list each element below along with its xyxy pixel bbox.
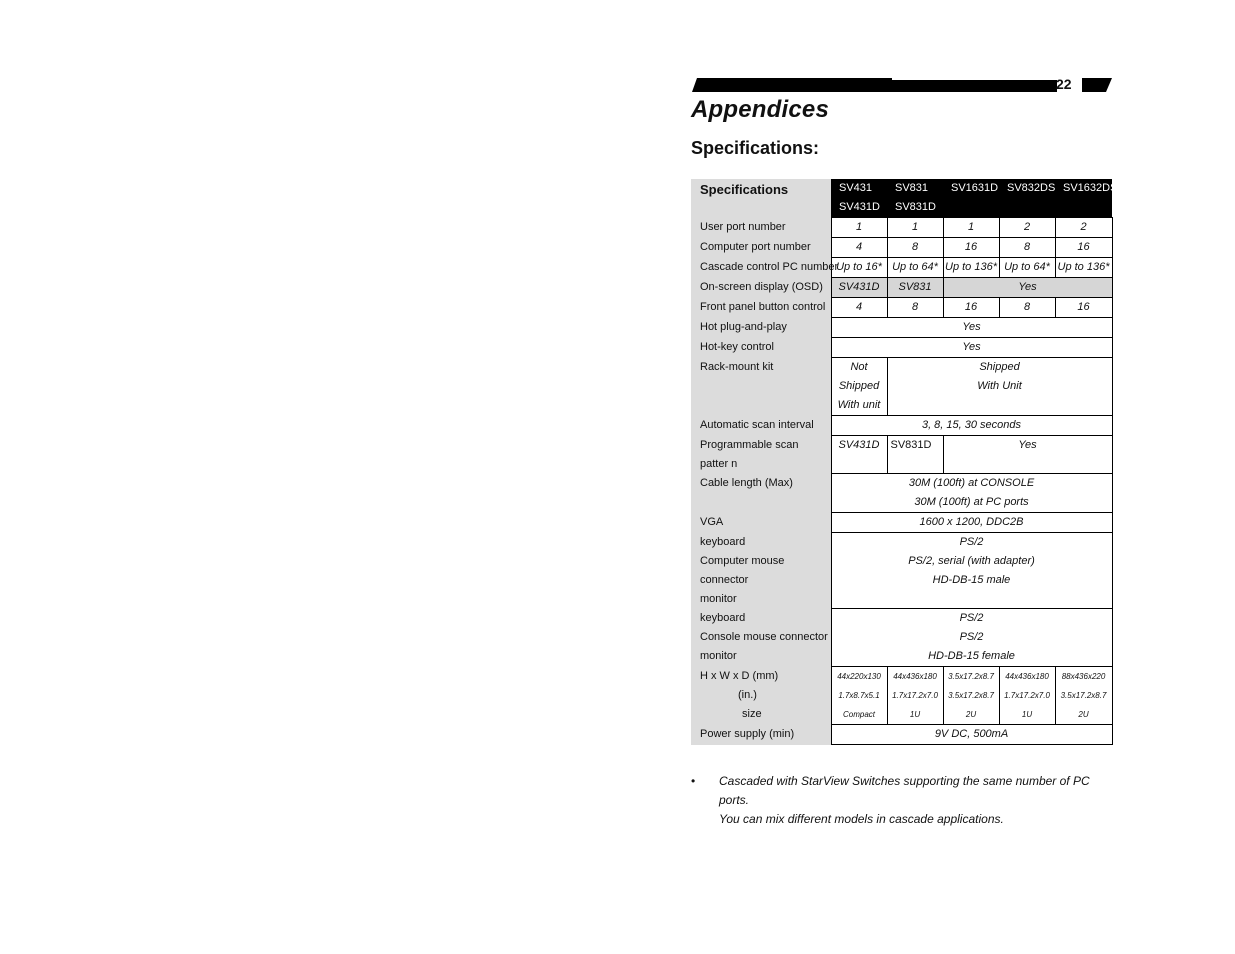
header-model-sv831: SV831 SV831D	[887, 179, 943, 218]
footnote	[691, 772, 1111, 829]
table-row	[691, 513, 1112, 533]
cell: 4	[831, 238, 887, 258]
cell: 16	[1055, 298, 1112, 318]
header-model-sv431: SV431 SV431D	[831, 179, 887, 218]
table-row	[691, 278, 1112, 298]
header-model-sv832ds: SV832DS	[999, 179, 1055, 218]
cell: 16	[1055, 238, 1112, 258]
table-row	[691, 609, 1112, 667]
cell: 1	[943, 218, 999, 238]
cell: SV831D	[887, 436, 943, 474]
page-number: 22	[1056, 76, 1072, 92]
cell: 30M (100ft) at CONSOLE 30M (100ft) at PC ports	[831, 474, 1112, 513]
row-label: Cascade control PC number	[691, 258, 831, 278]
table-row	[691, 667, 1112, 725]
row-label: Computer port number	[691, 238, 831, 258]
cell: Yes	[943, 436, 1112, 474]
table-row	[691, 358, 1112, 416]
cell: 44x220x130 1.7x8.7x5.1 Compact	[831, 667, 887, 725]
bullet-icon: •	[691, 774, 696, 788]
row-label: Hot plug-and-play	[691, 318, 831, 338]
table-row	[691, 533, 1112, 609]
cell: 88x436x220 3.5x17.2x8.7 2U	[1055, 667, 1112, 725]
row-label: User port number	[691, 218, 831, 238]
table-row	[691, 238, 1112, 258]
cell: Up to 64*	[887, 258, 943, 278]
cell: Yes	[943, 278, 1112, 298]
header-model-sv1631d: SV1631D	[943, 179, 999, 218]
specifications-table	[691, 179, 1118, 745]
cell: 44x436x180 1.7x17.2x7.0 1U	[887, 667, 943, 725]
cell: Up to 136*	[943, 258, 999, 278]
row-label: Rack-mount kit	[691, 358, 831, 416]
cell: Up to 16*	[831, 258, 887, 278]
cell: SV831	[887, 278, 943, 298]
cell: SV431D	[831, 436, 887, 474]
cell: Up to 136*	[1055, 258, 1112, 278]
cell: 44x436x180 1.7x17.2x7.0 1U	[999, 667, 1055, 725]
cell: 4	[831, 298, 887, 318]
cell: 1	[887, 218, 943, 238]
table-row	[691, 725, 1112, 745]
cell: 16	[943, 298, 999, 318]
table-row	[691, 436, 1112, 474]
row-label: Programmable scan patter n	[691, 436, 831, 474]
cell: PS/2 PS/2 HD-DB-15 female	[831, 609, 1112, 667]
cell: 1600 x 1200, DDC2B	[831, 513, 1112, 533]
cell: PS/2 PS/2, serial (with adapter) HD-DB-15 male	[831, 533, 1112, 609]
row-label: H x W x D (mm) (in.) size	[691, 667, 831, 725]
footnote-line: Cascaded with StarView Switches supporting the same number of PC ports.	[719, 774, 1090, 807]
row-label: Front panel button control	[691, 298, 831, 318]
table-row	[691, 218, 1112, 238]
table-row	[691, 298, 1112, 318]
cell: 16	[943, 238, 999, 258]
cell: Yes	[831, 338, 1112, 358]
cell: 3.5x17.2x8.7 3.5x17.2x8.7 2U	[943, 667, 999, 725]
cell: 1	[831, 218, 887, 238]
table-header-row	[691, 179, 1112, 218]
row-label: keyboard Computer mouse connector monitor	[691, 533, 831, 609]
cell: 8	[999, 238, 1055, 258]
cell: 2	[1055, 218, 1112, 238]
cell: Not Shipped With unit	[831, 358, 887, 416]
row-label: Cable length (Max)	[691, 474, 831, 513]
cell: Up to 64*	[999, 258, 1055, 278]
row-label: keyboard Console mouse connector monitor	[691, 609, 831, 667]
table-row	[691, 474, 1112, 513]
cell: SV431D	[831, 278, 887, 298]
page-title: Appendices	[691, 96, 830, 123]
header-model-sv1632ds: SV1632DS	[1055, 179, 1112, 218]
row-label: Automatic scan interval	[691, 416, 831, 436]
row-label: On-screen display (OSD)	[691, 278, 831, 298]
table-row	[691, 318, 1112, 338]
cell: 8	[999, 298, 1055, 318]
table-row	[691, 416, 1112, 436]
cell: 8	[887, 298, 943, 318]
cell: Yes	[831, 318, 1112, 338]
row-label: Power supply (min)	[691, 725, 831, 745]
footnote-line: You can mix different models in cascade applications.	[719, 812, 1004, 826]
row-label: VGA	[691, 513, 831, 533]
header-bar	[692, 78, 1112, 94]
cell: Shipped With Unit	[887, 358, 1112, 416]
cell: 3, 8, 15, 30 seconds	[831, 416, 1112, 436]
section-title: Specifications:	[691, 138, 820, 158]
table-row	[691, 338, 1112, 358]
row-label: Hot-key control	[691, 338, 831, 358]
cell: 8	[887, 238, 943, 258]
table-row	[691, 258, 1112, 278]
header-corner: Specifications	[691, 179, 831, 218]
cell: 9V DC, 500mA	[831, 725, 1112, 745]
cell: 2	[999, 218, 1055, 238]
